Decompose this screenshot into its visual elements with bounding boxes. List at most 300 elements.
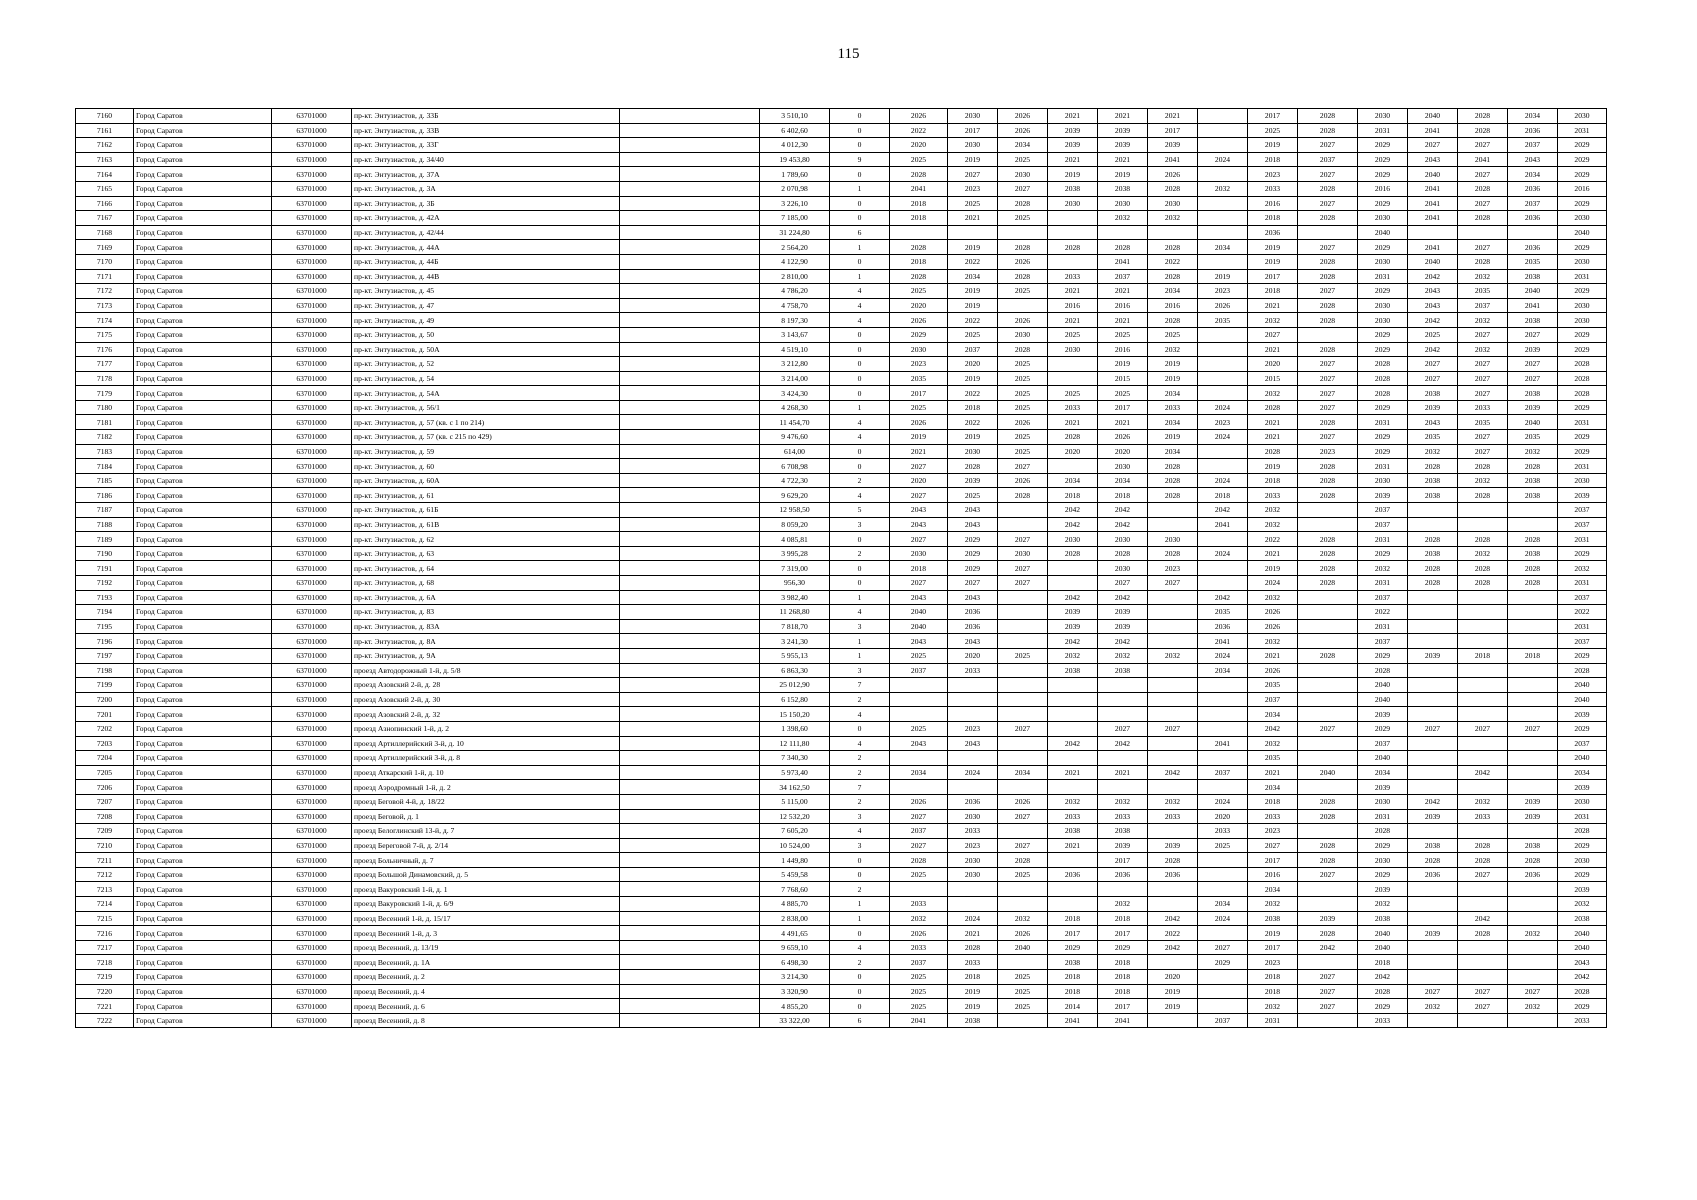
cell-year-col-13: 2028 (1508, 853, 1558, 868)
cell-row-number: 7207 (76, 794, 134, 809)
cell-year-col-12: 2028 (1458, 576, 1508, 591)
cell-year-col-5: 2041 (1098, 254, 1148, 269)
page-number: 115 (837, 46, 860, 62)
cell-year-col-8: 2025 (1248, 123, 1298, 138)
cell-year-col-1: 2018 (890, 561, 948, 576)
cell-year-col-4 (1048, 897, 1098, 912)
cell-year-col-2: 2017 (948, 123, 998, 138)
cell-extra-column (620, 955, 760, 970)
table-row (76, 532, 1607, 547)
cell-oktmo-code: 63701000 (272, 503, 352, 518)
cell-year-col-1: 2025 (890, 648, 948, 663)
cell-category: 0 (830, 561, 890, 576)
cell-year-col-8: 2023 (1248, 824, 1298, 839)
cell-address: проезд Азовский 2-й, д. 28 (352, 678, 620, 693)
cell-year-col-12 (1458, 503, 1508, 518)
cell-address: проезд Большой Динамовский, д. 5 (352, 867, 620, 882)
cell-oktmo-code: 63701000 (272, 765, 352, 780)
cell-extra-column (620, 634, 760, 649)
cell-year-col-1: 2020 (890, 298, 948, 313)
cell-year-col-9 (1298, 663, 1358, 678)
cell-oktmo-code: 63701000 (272, 576, 352, 591)
cell-year-col-6: 2028 (1148, 473, 1198, 488)
cell-row-number: 7213 (76, 882, 134, 897)
cell-year-col-12: 2028 (1458, 211, 1508, 226)
cell-municipality: Город Саратов (134, 955, 272, 970)
cell-year-col-4 (1048, 357, 1098, 372)
cell-year-col-6: 2028 (1148, 269, 1198, 284)
cell-address: проезд Артиллерийский 3-й, д. 10 (352, 736, 620, 751)
cell-year-col-3: 2026 (998, 109, 1048, 124)
cell-year-col-10: 2030 (1358, 473, 1408, 488)
cell-year-col-2: 2043 (948, 736, 998, 751)
cell-year-col-9: 2028 (1298, 809, 1358, 824)
cell-category: 3 (830, 809, 890, 824)
cell-year-col-13: 2036 (1508, 123, 1558, 138)
cell-category: 0 (830, 254, 890, 269)
cell-oktmo-code: 63701000 (272, 721, 352, 736)
cell-extra-column (620, 386, 760, 401)
cell-year-col-1: 2043 (890, 503, 948, 518)
cell-address: пр-кт. Энтузиастов, д. 42/44 (352, 225, 620, 240)
cell-area: 1 789,60 (760, 167, 830, 182)
cell-extra-column (620, 211, 760, 226)
cell-year-col-2: 2043 (948, 634, 998, 649)
cell-year-col-6 (1148, 751, 1198, 766)
cell-year-col-10: 2038 (1358, 911, 1408, 926)
cell-year-col-3 (998, 503, 1048, 518)
cell-year-col-11: 2039 (1408, 648, 1458, 663)
cell-category: 0 (830, 211, 890, 226)
cell-year-col-11 (1408, 1013, 1458, 1028)
cell-year-col-4: 2033 (1048, 269, 1098, 284)
cell-oktmo-code: 63701000 (272, 254, 352, 269)
cell-year-col-6: 2042 (1148, 940, 1198, 955)
cell-year-col-11: 2038 (1408, 386, 1458, 401)
cell-year-col-11: 2042 (1408, 313, 1458, 328)
cell-year-col-4: 2028 (1048, 430, 1098, 445)
cell-year-col-7 (1198, 707, 1248, 722)
cell-year-col-14: 2031 (1558, 459, 1607, 474)
cell-year-col-9: 2027 (1298, 430, 1358, 445)
cell-oktmo-code: 63701000 (272, 897, 352, 912)
cell-municipality: Город Саратов (134, 736, 272, 751)
cell-year-col-7: 2020 (1198, 809, 1248, 824)
cell-year-col-5: 2032 (1098, 794, 1148, 809)
cell-year-col-1: 2018 (890, 211, 948, 226)
cell-address: пр-кт. Энтузиастов, д. 3Б (352, 196, 620, 211)
cell-year-col-2: 2022 (948, 386, 998, 401)
cell-row-number: 7191 (76, 561, 134, 576)
table-row (76, 634, 1607, 649)
cell-year-col-8: 2032 (1248, 736, 1298, 751)
cell-municipality: Город Саратов (134, 634, 272, 649)
cell-year-col-1 (890, 882, 948, 897)
cell-year-col-4: 2038 (1048, 663, 1098, 678)
cell-year-col-3 (998, 882, 1048, 897)
cell-year-col-10: 2029 (1358, 999, 1408, 1014)
cell-year-col-11: 2027 (1408, 721, 1458, 736)
table-row (76, 838, 1607, 853)
cell-row-number: 7162 (76, 138, 134, 153)
cell-area: 4 491,65 (760, 926, 830, 941)
cell-year-col-2: 2019 (948, 999, 998, 1014)
cell-year-col-7: 2024 (1198, 400, 1248, 415)
cell-area: 10 524,00 (760, 838, 830, 853)
table-row (76, 196, 1607, 211)
cell-year-col-13 (1508, 605, 1558, 620)
cell-extra-column (620, 444, 760, 459)
cell-oktmo-code: 63701000 (272, 999, 352, 1014)
cell-year-col-1: 2033 (890, 897, 948, 912)
cell-year-col-9: 2027 (1298, 970, 1358, 985)
cell-row-number: 7211 (76, 853, 134, 868)
cell-year-col-6 (1148, 619, 1198, 634)
cell-year-col-6 (1148, 692, 1198, 707)
cell-address: проезд Весенний, д. 6 (352, 999, 620, 1014)
cell-year-col-4 (1048, 780, 1098, 795)
cell-year-col-2 (948, 882, 998, 897)
cell-area: 3 320,90 (760, 984, 830, 999)
cell-year-col-11: 2036 (1408, 867, 1458, 882)
cell-year-col-12: 2028 (1458, 926, 1508, 941)
table-row (76, 430, 1607, 445)
cell-oktmo-code: 63701000 (272, 663, 352, 678)
cell-year-col-10: 2022 (1358, 605, 1408, 620)
cell-address: пр-кт. Энтузиастов, д. 54А (352, 386, 620, 401)
cell-year-col-4: 2039 (1048, 138, 1098, 153)
cell-category: 2 (830, 546, 890, 561)
cell-year-col-10: 2018 (1358, 955, 1408, 970)
cell-municipality: Город Саратов (134, 721, 272, 736)
cell-year-col-13: 2039 (1508, 794, 1558, 809)
cell-year-col-8: 2018 (1248, 794, 1298, 809)
table-row (76, 138, 1607, 153)
cell-area: 7 185,00 (760, 211, 830, 226)
cell-year-col-11: 2028 (1408, 459, 1458, 474)
cell-year-col-12 (1458, 736, 1508, 751)
cell-area: 33 322,00 (760, 1013, 830, 1028)
cell-oktmo-code: 63701000 (272, 123, 352, 138)
cell-year-col-7: 2024 (1198, 430, 1248, 445)
cell-year-col-8: 2033 (1248, 488, 1298, 503)
cell-year-col-11: 2028 (1408, 561, 1458, 576)
cell-extra-column (620, 415, 760, 430)
cell-year-col-9: 2028 (1298, 123, 1358, 138)
cell-area: 6 863,30 (760, 663, 830, 678)
cell-year-col-13: 2040 (1508, 415, 1558, 430)
cell-year-col-14: 2039 (1558, 488, 1607, 503)
cell-row-number: 7165 (76, 181, 134, 196)
cell-year-col-7 (1198, 254, 1248, 269)
cell-year-col-5: 2028 (1098, 240, 1148, 255)
cell-extra-column (620, 984, 760, 999)
table-row (76, 751, 1607, 766)
cell-municipality: Город Саратов (134, 269, 272, 284)
cell-year-col-11: 2028 (1408, 853, 1458, 868)
cell-year-col-12: 2033 (1458, 400, 1508, 415)
cell-extra-column (620, 546, 760, 561)
cell-address: проезд Весенний 1-й, д. 15/17 (352, 911, 620, 926)
cell-year-col-6: 2032 (1148, 211, 1198, 226)
cell-year-col-14: 2029 (1558, 444, 1607, 459)
cell-year-col-6: 2028 (1148, 240, 1198, 255)
cell-municipality: Город Саратов (134, 517, 272, 532)
cell-year-col-5: 2038 (1098, 663, 1148, 678)
cell-year-col-6: 2036 (1148, 867, 1198, 882)
cell-year-col-4 (1048, 254, 1098, 269)
cell-year-col-1: 2029 (890, 327, 948, 342)
cell-oktmo-code: 63701000 (272, 853, 352, 868)
cell-municipality: Город Саратов (134, 794, 272, 809)
cell-year-col-8: 2021 (1248, 765, 1298, 780)
cell-row-number: 7167 (76, 211, 134, 226)
cell-category: 0 (830, 459, 890, 474)
cell-oktmo-code: 63701000 (272, 342, 352, 357)
cell-year-col-9 (1298, 1013, 1358, 1028)
cell-year-col-1 (890, 780, 948, 795)
cell-year-col-2: 2029 (948, 561, 998, 576)
cell-address: проезд Беговой 4-й, д. 18/22 (352, 794, 620, 809)
cell-year-col-13: 2039 (1508, 400, 1558, 415)
cell-year-col-14: 2029 (1558, 240, 1607, 255)
cell-area: 6 402,60 (760, 123, 830, 138)
cell-year-col-8: 2026 (1248, 619, 1298, 634)
cell-year-col-7: 2032 (1198, 181, 1248, 196)
table-row (76, 386, 1607, 401)
cell-year-col-10: 2039 (1358, 707, 1408, 722)
cell-area: 3 214,00 (760, 371, 830, 386)
cell-address: пр-кт. Энтузиастов, д. 3А (352, 181, 620, 196)
cell-year-col-9: 2028 (1298, 254, 1358, 269)
cell-extra-column (620, 707, 760, 722)
cell-year-col-4: 2038 (1048, 181, 1098, 196)
cell-year-col-3: 2028 (998, 196, 1048, 211)
cell-address: проезд Весенний, д. 8 (352, 1013, 620, 1028)
cell-year-col-8: 2019 (1248, 240, 1298, 255)
cell-year-col-12: 2027 (1458, 357, 1508, 372)
table-row (76, 444, 1607, 459)
cell-year-col-6: 2020 (1148, 970, 1198, 985)
cell-oktmo-code: 63701000 (272, 970, 352, 985)
cell-year-col-5: 2021 (1098, 313, 1148, 328)
cell-row-number: 7199 (76, 678, 134, 693)
cell-oktmo-code: 63701000 (272, 386, 352, 401)
cell-area: 7 605,20 (760, 824, 830, 839)
cell-address: пр-кт. Энтузиастов, д. 33В (352, 123, 620, 138)
cell-year-col-11: 2038 (1408, 546, 1458, 561)
cell-year-col-10: 2016 (1358, 181, 1408, 196)
cell-row-number: 7178 (76, 371, 134, 386)
cell-year-col-13: 2028 (1508, 561, 1558, 576)
cell-row-number: 7161 (76, 123, 134, 138)
cell-address: пр-кт. Энтузиастов, д. 61Б (352, 503, 620, 518)
cell-year-col-2: 2019 (948, 284, 998, 299)
cell-oktmo-code: 63701000 (272, 327, 352, 342)
cell-row-number: 7166 (76, 196, 134, 211)
cell-year-col-14: 2028 (1558, 386, 1607, 401)
cell-year-col-2 (948, 225, 998, 240)
cell-year-col-9: 2027 (1298, 867, 1358, 882)
cell-year-col-9: 2028 (1298, 211, 1358, 226)
cell-year-col-1: 2018 (890, 254, 948, 269)
cell-year-col-12 (1458, 678, 1508, 693)
cell-year-col-6 (1148, 663, 1198, 678)
cell-year-col-1: 2022 (890, 123, 948, 138)
cell-year-col-1: 2025 (890, 721, 948, 736)
cell-year-col-4 (1048, 751, 1098, 766)
cell-municipality: Город Саратов (134, 342, 272, 357)
cell-municipality: Город Саратов (134, 546, 272, 561)
table-row (76, 561, 1607, 576)
cell-year-col-2: 2033 (948, 824, 998, 839)
table-row (76, 955, 1607, 970)
cell-row-number: 7219 (76, 970, 134, 985)
cell-year-col-8: 2019 (1248, 254, 1298, 269)
cell-year-col-9: 2028 (1298, 459, 1358, 474)
table-row (76, 167, 1607, 182)
cell-year-col-6: 2025 (1148, 327, 1198, 342)
cell-year-col-12: 2027 (1458, 240, 1508, 255)
cell-year-col-12 (1458, 955, 1508, 970)
cell-oktmo-code: 63701000 (272, 926, 352, 941)
cell-area: 8 197,30 (760, 313, 830, 328)
cell-year-col-13 (1508, 663, 1558, 678)
cell-extra-column (620, 678, 760, 693)
table-row (76, 853, 1607, 868)
cell-municipality: Город Саратов (134, 838, 272, 853)
cell-year-col-3 (998, 824, 1048, 839)
cell-year-col-4: 2042 (1048, 590, 1098, 605)
cell-year-col-9: 2027 (1298, 357, 1358, 372)
cell-year-col-13: 2035 (1508, 254, 1558, 269)
cell-year-col-10: 2029 (1358, 284, 1408, 299)
cell-year-col-4: 2016 (1048, 298, 1098, 313)
cell-year-col-11: 2027 (1408, 984, 1458, 999)
cell-year-col-5: 2039 (1098, 605, 1148, 620)
cell-year-col-1 (890, 678, 948, 693)
cell-year-col-4: 2033 (1048, 400, 1098, 415)
cell-area: 9 629,20 (760, 488, 830, 503)
cell-year-col-10: 2037 (1358, 590, 1408, 605)
cell-category: 0 (830, 984, 890, 999)
cell-year-col-7: 2034 (1198, 240, 1248, 255)
cell-year-col-3 (998, 1013, 1048, 1028)
cell-address: пр-кт. Энтузиастов, д. 60 (352, 459, 620, 474)
cell-year-col-8: 2017 (1248, 269, 1298, 284)
cell-year-col-1: 2035 (890, 371, 948, 386)
cell-year-col-2: 2038 (948, 1013, 998, 1028)
cell-year-col-1: 2019 (890, 430, 948, 445)
cell-year-col-7 (1198, 327, 1248, 342)
cell-address: проезд Весенний, д. 13/19 (352, 940, 620, 955)
cell-category: 4 (830, 605, 890, 620)
cell-year-col-8: 2019 (1248, 926, 1298, 941)
cell-year-col-1: 2043 (890, 590, 948, 605)
cell-year-col-3: 2027 (998, 561, 1048, 576)
cell-year-col-1: 2025 (890, 400, 948, 415)
cell-year-col-8: 2032 (1248, 999, 1298, 1014)
cell-year-col-13 (1508, 517, 1558, 532)
cell-year-col-12 (1458, 940, 1508, 955)
cell-year-col-2: 2036 (948, 619, 998, 634)
cell-year-col-8: 2020 (1248, 357, 1298, 372)
cell-year-col-7: 2034 (1198, 897, 1248, 912)
cell-year-col-14: 2040 (1558, 926, 1607, 941)
cell-year-col-7 (1198, 780, 1248, 795)
cell-municipality: Город Саратов (134, 824, 272, 839)
cell-year-col-10: 2029 (1358, 867, 1408, 882)
table-row (76, 809, 1607, 824)
cell-year-col-14: 2030 (1558, 473, 1607, 488)
cell-year-col-10: 2040 (1358, 225, 1408, 240)
cell-municipality: Город Саратов (134, 152, 272, 167)
cell-address: пр-кт. Энтузиастов, д. 50А (352, 342, 620, 357)
cell-area: 4 855,20 (760, 999, 830, 1014)
cell-year-col-10: 2037 (1358, 736, 1408, 751)
cell-municipality: Город Саратов (134, 123, 272, 138)
cell-year-col-5: 2032 (1098, 648, 1148, 663)
cell-category: 6 (830, 225, 890, 240)
cell-municipality: Город Саратов (134, 225, 272, 240)
cell-municipality: Город Саратов (134, 386, 272, 401)
cell-category: 0 (830, 444, 890, 459)
cell-year-col-3: 2026 (998, 794, 1048, 809)
cell-year-col-13: 2027 (1508, 357, 1558, 372)
cell-year-col-7 (1198, 211, 1248, 226)
cell-year-col-3: 2034 (998, 765, 1048, 780)
cell-year-col-9 (1298, 707, 1358, 722)
cell-row-number: 7177 (76, 357, 134, 372)
cell-year-col-7 (1198, 721, 1248, 736)
cell-year-col-14: 2028 (1558, 357, 1607, 372)
cell-year-col-9 (1298, 780, 1358, 795)
cell-year-col-2: 2043 (948, 590, 998, 605)
cell-year-col-8: 2022 (1248, 532, 1298, 547)
cell-extra-column (620, 342, 760, 357)
cell-year-col-8: 2021 (1248, 298, 1298, 313)
cell-row-number: 7163 (76, 152, 134, 167)
cell-municipality: Город Саратов (134, 167, 272, 182)
cell-year-col-11: 2027 (1408, 357, 1458, 372)
cell-year-col-5: 2042 (1098, 634, 1148, 649)
cell-row-number: 7202 (76, 721, 134, 736)
cell-year-col-7 (1198, 853, 1248, 868)
cell-year-col-4: 2030 (1048, 342, 1098, 357)
cell-year-col-11 (1408, 765, 1458, 780)
cell-category: 0 (830, 721, 890, 736)
cell-year-col-8: 2019 (1248, 138, 1298, 153)
cell-year-col-1 (890, 751, 948, 766)
cell-year-col-5: 2021 (1098, 152, 1148, 167)
cell-year-col-1: 2026 (890, 926, 948, 941)
cell-year-col-12: 2028 (1458, 459, 1508, 474)
cell-year-col-8: 2027 (1248, 838, 1298, 853)
cell-row-number: 7175 (76, 327, 134, 342)
cell-year-col-11: 2028 (1408, 532, 1458, 547)
cell-year-col-4: 2017 (1048, 926, 1098, 941)
cell-year-col-10: 2040 (1358, 926, 1408, 941)
cell-year-col-8: 2027 (1248, 327, 1298, 342)
table-row (76, 707, 1607, 722)
cell-year-col-9 (1298, 751, 1358, 766)
cell-municipality: Город Саратов (134, 488, 272, 503)
cell-year-col-12: 2027 (1458, 999, 1508, 1014)
cell-year-col-10: 2029 (1358, 167, 1408, 182)
cell-year-col-12: 2032 (1458, 546, 1508, 561)
cell-year-col-2: 2023 (948, 838, 998, 853)
cell-row-number: 7210 (76, 838, 134, 853)
